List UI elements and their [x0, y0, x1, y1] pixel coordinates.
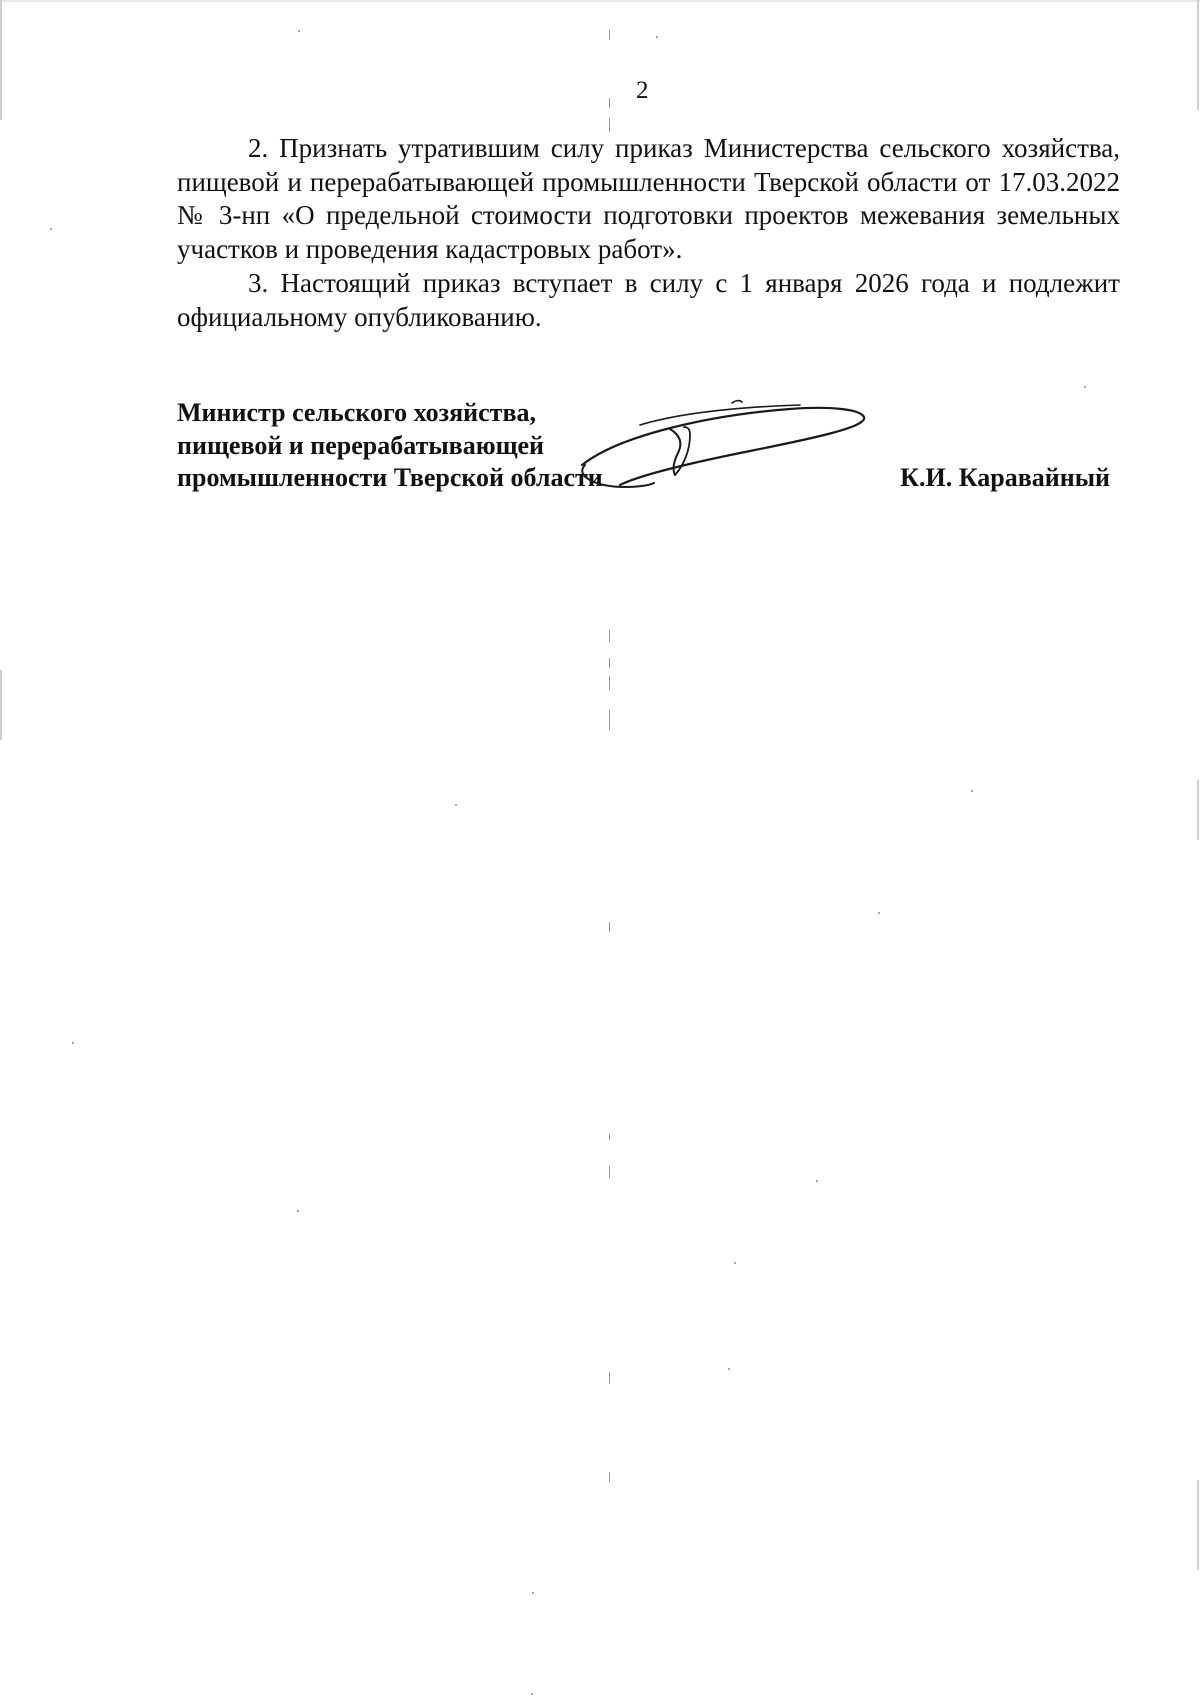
fold-mark: [609, 30, 610, 40]
paragraph-item-2: 2. Признать утратившим силу приказ Министерства сельского хозяйства, пищевой и перерабатывающей промышленности Тверской области от 17.03.2022 № 3-нп «О предельной стоимости подготовки проектов межевания земельных участков и проведения кадастровых работ».: [177, 133, 1120, 264]
scan-speck: [734, 1262, 736, 1264]
scan-speck: [816, 1180, 818, 1182]
scan-speck: [297, 1210, 299, 1212]
fold-mark: [609, 1166, 610, 1178]
scan-speck: [971, 790, 973, 792]
fold-mark: [609, 710, 610, 730]
page-number: 2: [636, 77, 649, 104]
scan-speck: [50, 228, 52, 230]
signer-title: [177, 397, 603, 495]
scan-speck: [532, 1592, 534, 1594]
handwritten-signature: [580, 395, 920, 505]
scan-speck: [72, 1042, 74, 1044]
scan-edge-left: [0, 0, 2, 120]
scan-edge-right-lower: [1197, 1480, 1199, 1570]
scan-speck: [656, 36, 658, 38]
signer-name: К.И. Каравайный: [900, 463, 1110, 492]
fold-mark: [609, 676, 610, 690]
signer-title-line: промышленности Тверской области: [177, 463, 603, 492]
signer-title-line: Министр сельского хозяйства,: [177, 398, 536, 427]
fold-mark: [609, 1372, 610, 1384]
scan-speck: [1084, 386, 1086, 388]
scan-edge-left-lower: [0, 670, 2, 740]
fold-mark: [609, 1134, 610, 1140]
scan-speck: [878, 912, 880, 914]
fold-mark: [609, 118, 610, 132]
fold-mark: [609, 922, 610, 932]
scan-edge-right-middle: [1197, 780, 1199, 840]
signature-stroke: [582, 408, 864, 485]
scan-speck: [298, 30, 300, 32]
scan-edge-right: [1197, 0, 1199, 110]
document-body: [177, 132, 1120, 334]
signature-stroke: [640, 405, 800, 425]
fold-mark: [609, 1472, 610, 1482]
fold-mark: [609, 630, 610, 642]
paragraph-item-3: 3. Настоящий приказ вступает в силу с 1 января 2026 года и подлежит официальному опубликованию.: [177, 268, 1120, 332]
fold-mark: [609, 98, 610, 108]
signature-stroke: [732, 401, 742, 403]
scan-speck: [455, 804, 457, 806]
scan-speck: [728, 1368, 730, 1370]
signer-title-line: пищевой и перерабатывающей: [177, 430, 545, 460]
scan-speck: [531, 1693, 533, 1695]
scan-edge-top: [0, 0, 1200, 2]
fold-mark: [609, 658, 610, 668]
